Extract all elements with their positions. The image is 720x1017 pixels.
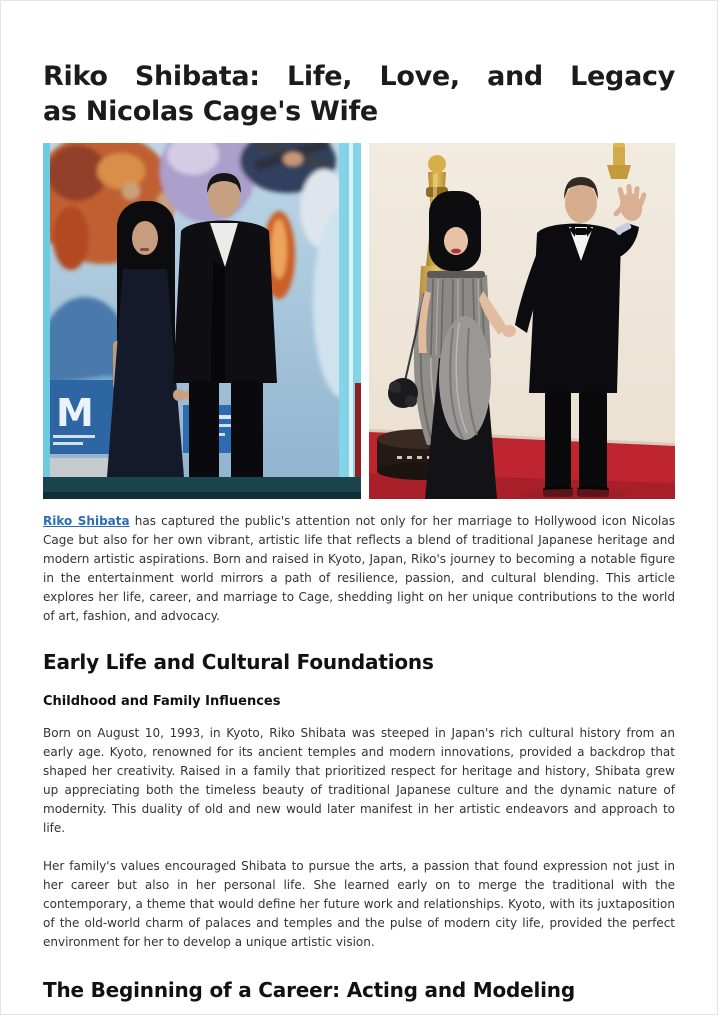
premiere-photo (43, 143, 361, 499)
riko-shibata-link[interactable]: Riko Shibata (43, 514, 130, 528)
subheading-childhood: Childhood and Family Influences (43, 694, 281, 709)
heading-career: The Beginning of a Career: Acting and Modeling (43, 978, 575, 1002)
intro-paragraph (43, 512, 675, 626)
page-title (43, 59, 675, 129)
oscars-photo (369, 143, 675, 499)
poster-letter: M (56, 391, 94, 435)
heading-early-life: Early Life and Cultural Foundations (43, 650, 434, 674)
intro-text: has captured the public's attention not only for her marriage to Hollywood icon Nicolas Cage but also for her own vibrant, artistic life that reflects a blend of traditional Japanese heritage and modern artistic aspirations. Born and raised in Kyoto, Japan, Riko's journey to becoming a notable figure in the entertainment world mirrors a path of resilience, passion, and cultural blending. This article explores her life, career, and marriage to Cage, shedding light on her unique contributions to the world of art, fashion, and advocacy. (43, 514, 675, 623)
page-title-line-1: Riko Shibata: Life, Love, and Legacy (43, 61, 675, 92)
early-life-paragraph-1: Born on August 10, 1993, in Kyoto, Riko Shibata was steeped in Japan's rich cultural history from an early age. Kyoto, renowned for its ancient temples and modern innovations, provided a backdrop that shaped her creativity. Raised in a family that prioritized respect for heritage and history, Shibata grew up appreciating both the timeless beauty of traditional Japanese culture and the dynamic nature of modernity. This duality of old and new would later manifest in her artistic endeavors and approach to life. (43, 726, 675, 835)
photo-strip (43, 143, 675, 499)
early-life-paragraph-2: Her family's values encouraged Shibata to pursue the arts, a passion that found expression not just in her career but also in her personal life. She learned early on to merge the traditional with the contemporary, a theme that would define her future work and relationships. Kyoto, with its juxtaposition of the old-world charm of palaces and temples and the pulse of modern city life, provided the perfect environment for her to develop a unique artistic vision. (43, 859, 675, 949)
page-title-line-2: as Nicolas Cage's Wife (43, 96, 378, 127)
article-content (43, 1, 675, 1002)
